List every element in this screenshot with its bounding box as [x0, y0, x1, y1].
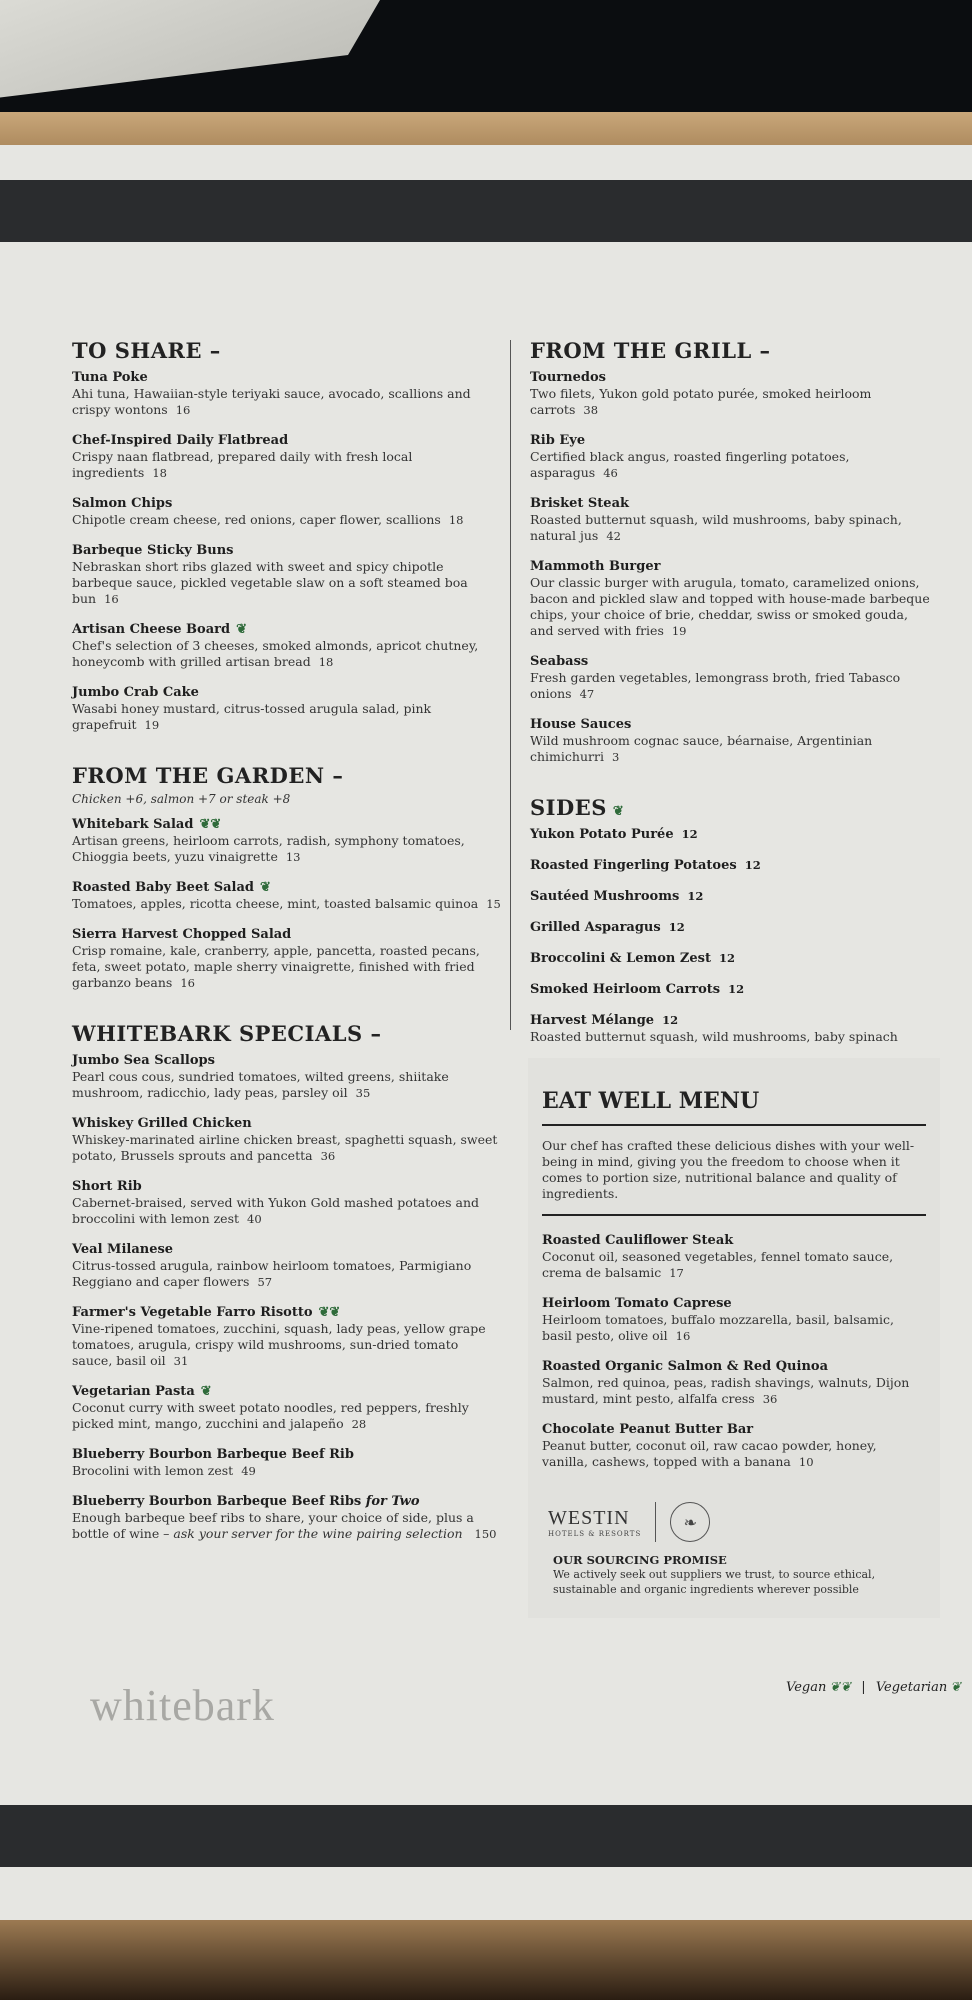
item-price: 18: [152, 466, 167, 480]
item-description-text: Enough barbeque beef ribs to share, your choice of side, plus a bottle of wine –: [72, 1510, 474, 1541]
item-name-text: Farmer's Vegetable Farro Risotto: [72, 1305, 313, 1320]
item-name-text: Blueberry Bourbon Barbeque Beef Ribs: [72, 1494, 362, 1509]
item-name: [72, 1241, 502, 1258]
vegan-leaf-icon: ❦❦: [318, 1305, 341, 1320]
item-name-text: Veal Milanese: [72, 1242, 174, 1257]
item-name-text: Harvest Mélange: [530, 1013, 655, 1028]
item-name: [72, 1178, 502, 1195]
item-price: 18: [318, 655, 334, 669]
sides-title-text: SIDES: [530, 795, 607, 820]
item-description-text: Heirloom tomatoes, buffalo mozzarella, basil, balsamic, basil pesto, olive oil: [542, 1312, 894, 1343]
item-price: 12: [662, 1013, 679, 1027]
diet-legend: [786, 1680, 961, 1695]
item-description: [72, 1195, 502, 1227]
menu-item: [72, 1304, 502, 1369]
item-name-text: Roasted Organic Salmon & Red Quinoa: [542, 1359, 828, 1374]
leaf-emblem-icon: ❧: [670, 1502, 710, 1542]
menu-item: [530, 716, 930, 765]
item-description: [72, 1132, 502, 1164]
item-description-text: Wasabi honey mustard, citrus-tossed arugula salad, pink grapefruit: [72, 701, 432, 732]
menu-item: [72, 542, 502, 607]
item-price: 38: [583, 403, 599, 417]
item-price: 19: [671, 624, 687, 638]
item-name-text: Sierra Harvest Chopped Salad: [72, 927, 292, 942]
item-name-text: Barbeque Sticky Buns: [72, 543, 234, 558]
right-column: [530, 338, 930, 1075]
item-description: [72, 1463, 502, 1479]
item-price: 16: [175, 403, 191, 417]
item-description-text: Whiskey-marinated airline chicken breast, spaghetti squash, sweet potato, Brussels sprouts and pancetta: [72, 1132, 498, 1163]
item-name-text: Whitebark Salad: [72, 817, 194, 832]
menu-item: [542, 1295, 926, 1344]
item-name: [530, 950, 930, 967]
westin-logo: [548, 1507, 641, 1538]
item-description: [530, 449, 930, 481]
item-price: 16: [180, 976, 195, 990]
menu-item: [542, 1421, 926, 1470]
item-name: [542, 1295, 926, 1312]
to-share-section: [72, 338, 502, 733]
section-title: WHITEBARK SPECIALS –: [72, 1021, 382, 1046]
item-name: [530, 432, 930, 449]
item-price: 15: [486, 897, 501, 911]
item-name-text: Tuna Poke: [72, 370, 148, 385]
item-description: [530, 733, 930, 765]
eat-well-title: EAT WELL MENU: [542, 1088, 760, 1114]
item-name: [530, 369, 930, 386]
item-name: [72, 926, 502, 943]
item-name: [530, 716, 930, 733]
item-description: [530, 512, 930, 544]
vegetarian-leaf-icon: ❦: [260, 880, 271, 895]
section-title: FROM THE GRILL –: [530, 338, 771, 363]
item-description-text: Roasted butternut squash, wild mushrooms, baby spinach, natural jus: [530, 512, 902, 543]
item-description-text: Certified black angus, roasted fingerling potatoes, asparagus: [530, 449, 850, 480]
menu-item: [72, 432, 502, 481]
item-description-text: Pearl cous cous, sundried tomatoes, wilted greens, shiitake mushroom, radicchio, lady peas, parsley oil: [72, 1069, 449, 1100]
menu-item: [542, 1232, 926, 1281]
item-name: [530, 919, 930, 936]
divider-rule: [542, 1124, 926, 1126]
item-name: [72, 1052, 502, 1069]
menu-item: [530, 888, 930, 905]
section-title: TO SHARE –: [72, 338, 221, 363]
item-description-text: Crisp romaine, kale, cranberry, apple, pancetta, roasted pecans, feta, sweet potato, maple sherry vinaigrette, finished with fried garbanzo beans: [72, 943, 480, 990]
section-title: FROM THE GARDEN –: [72, 763, 344, 788]
item-name: [542, 1421, 926, 1438]
item-name: [72, 495, 502, 512]
item-description: [72, 1258, 502, 1290]
item-price: 12: [744, 858, 761, 872]
item-name: [72, 1446, 502, 1463]
paper-corner: [0, 0, 380, 100]
item-name: [542, 1358, 926, 1375]
menu-item: [530, 857, 930, 874]
add-protein-note: Chicken +6, salmon +7 or steak +8: [72, 792, 291, 806]
menu-item: [530, 919, 930, 936]
item-price: 150: [474, 1527, 497, 1541]
item-description-text: Coconut oil, seasoned vegetables, fennel tomato sauce, crema de balsamic: [542, 1249, 894, 1280]
vegetarian-leaf-icon: ❦: [236, 622, 247, 637]
menu-item: [72, 926, 502, 991]
item-description-text: Peanut butter, coconut oil, raw cacao powder, honey, vanilla, cashews, topped with a banana: [542, 1438, 877, 1469]
item-name-text: Vegetarian Pasta: [72, 1384, 195, 1399]
item-price: 18: [448, 513, 464, 527]
divider-rule: [542, 1214, 926, 1216]
item-description-text: Fresh garden vegetables, lemongrass broth, fried Tabasco onions: [530, 670, 901, 701]
item-name-text: Heirloom Tomato Caprese: [542, 1296, 732, 1311]
item-name: [542, 1232, 926, 1249]
item-name: [530, 981, 930, 998]
menu-item: [72, 879, 502, 912]
vegetarian-leaf-icon: ❦: [200, 1384, 212, 1399]
item-name: [72, 1383, 502, 1400]
item-name-text: House Sauces: [530, 717, 632, 732]
item-description: [72, 1510, 502, 1542]
westin-sub: HOTELS & RESORTS: [548, 1529, 642, 1538]
item-name-text: Grilled Asparagus: [530, 920, 661, 935]
item-price: 42: [606, 529, 621, 543]
legend-vegan: Vegan: [786, 1680, 827, 1695]
item-name-text: Roasted Baby Beet Salad: [72, 880, 255, 895]
item-name-text: Rib Eye: [530, 433, 586, 448]
menu-item: [72, 1241, 502, 1290]
item-name-text: Artisan Cheese Board: [72, 622, 231, 637]
item-description: [542, 1249, 926, 1281]
from-the-garden-section: [72, 763, 502, 991]
item-price: 12: [728, 982, 745, 996]
menu-item: [72, 369, 502, 418]
item-name-text: Broccolini & Lemon Zest: [530, 951, 711, 966]
item-name: [72, 1493, 502, 1510]
menu-item: [530, 826, 930, 843]
item-name: [72, 816, 502, 833]
item-description: [72, 701, 502, 733]
sides-section: [530, 795, 930, 1045]
menu-item: [530, 558, 930, 639]
item-description: [542, 1438, 926, 1470]
item-name: [72, 432, 502, 449]
item-description: [72, 896, 502, 912]
item-price: 36: [320, 1149, 336, 1163]
item-price: 28: [351, 1417, 367, 1431]
item-name: [530, 888, 930, 905]
item-description-text: Coconut curry with sweet potato noodles, red peppers, freshly picked mint, mango, zucchini and jalapeño: [72, 1400, 469, 1431]
item-price: 49: [241, 1464, 256, 1478]
item-name-text: Chef-Inspired Daily Flatbread: [72, 433, 289, 448]
item-price: 12: [687, 889, 704, 903]
menu-item: [72, 1446, 502, 1479]
menu-top-band: [0, 180, 972, 242]
menu-item: [72, 1052, 502, 1101]
item-description-text: Two filets, Yukon gold potato purée, smoked heirloom carrots: [530, 386, 872, 417]
item-description-text: Chipotle cream cheese, red onions, caper flower, scallions: [72, 512, 441, 527]
item-description-text: Our classic burger with arugula, tomato, caramelized onions, bacon and pickled slaw and topped with house-made barbeque chips, your choice of brie, cheddar, swiss or smoked gouda, and served with fries: [530, 575, 930, 638]
menu-bottom-band: [0, 1805, 972, 1867]
item-description-text: Wild mushroom cognac sauce, béarnaise, Argentinian chimichurri: [530, 733, 873, 764]
vegetarian-leaf-icon: ❦: [612, 804, 625, 819]
item-name: [72, 542, 502, 559]
menu-item: [530, 981, 930, 998]
item-price: 36: [762, 1392, 778, 1406]
item-description: [530, 670, 930, 702]
item-price: 3: [611, 750, 620, 764]
westin-wordmark: WESTIN: [548, 1506, 630, 1529]
item-name-text: Roasted Fingerling Potatoes: [530, 858, 737, 873]
item-description: [542, 1312, 926, 1344]
promise-title: OUR SOURCING PROMISE: [553, 1553, 727, 1567]
item-price: 46: [603, 466, 618, 480]
menu-item: [530, 495, 930, 544]
item-description-text: Crispy naan flatbread, prepared daily with fresh local ingredients: [72, 449, 413, 480]
vegetarian-leaf-icon: ❦: [950, 1680, 962, 1695]
item-description: [72, 1400, 502, 1432]
item-description: [72, 386, 502, 418]
item-price: 16: [104, 592, 119, 606]
legend-vegetarian: Vegetarian: [875, 1680, 948, 1695]
eat-well-intro: Our chef has crafted these delicious dishes with your well-being in mind, giving you the freedom to choose when it comes to portion size, nutritional balance and quality of ingredients.: [542, 1138, 915, 1201]
item-name: [530, 495, 930, 512]
item-description: [530, 575, 930, 639]
menu-item: [72, 495, 502, 528]
item-description-text: Brocolini with lemon zest: [72, 1463, 234, 1478]
item-description-text: Nebraskan short ribs glazed with sweet and spicy chipotle barbeque sauce, pickled vegetable slaw on a soft steamed boa bun: [72, 559, 468, 606]
menu-item: [530, 950, 930, 967]
menu-item: [530, 1012, 930, 1045]
item-name-text: Brisket Steak: [530, 496, 629, 511]
menu-item: [72, 1178, 502, 1227]
item-name-text: Jumbo Crab Cake: [72, 685, 199, 700]
item-price: 35: [355, 1086, 371, 1100]
item-name: [72, 369, 502, 386]
item-description: [72, 512, 502, 528]
item-description-text: Chef's selection of 3 cheeses, smoked almonds, apricot chutney, honeycomb with grilled artisan bread: [72, 638, 479, 669]
item-price: 16: [675, 1329, 691, 1343]
item-name-text: Salmon Chips: [72, 496, 173, 511]
item-name: [72, 684, 502, 701]
item-name-suffix: for Two: [365, 1494, 420, 1509]
item-description: [72, 833, 502, 865]
item-price: 31: [173, 1354, 189, 1368]
item-name-text: Seabass: [530, 654, 589, 669]
item-description: [72, 1069, 502, 1101]
menu-item: [72, 1115, 502, 1164]
item-name-text: Roasted Cauliflower Steak: [542, 1233, 734, 1248]
vegan-leaf-icon: ❦❦: [829, 1680, 852, 1695]
item-name-text: Chocolate Peanut Butter Bar: [542, 1422, 754, 1437]
brand-separator: [655, 1502, 656, 1542]
item-description-text: Cabernet-braised, served with Yukon Gold mashed potatoes and broccolini with lemon zest: [72, 1195, 480, 1226]
item-price: 17: [669, 1266, 684, 1280]
item-description-text: Citrus-tossed arugula, rainbow heirloom tomatoes, Parmigiano Reggiano and caper flowers: [72, 1258, 472, 1289]
item-name: [72, 621, 502, 638]
menu-item: [72, 621, 502, 670]
westin-brand: [548, 1502, 710, 1542]
item-name: [530, 857, 930, 874]
menu-item: [542, 1358, 926, 1407]
menu-item: [72, 816, 502, 865]
item-name: [72, 879, 502, 896]
item-price: 12: [681, 827, 698, 841]
item-name-text: Yukon Potato Purée: [530, 827, 674, 842]
menu-item: [72, 684, 502, 733]
table-bottom: [0, 1920, 972, 2000]
item-description: [530, 386, 930, 418]
menu-item: [530, 653, 930, 702]
specials-section: [72, 1021, 502, 1542]
column-divider: [510, 340, 511, 1030]
item-price: 12: [718, 951, 735, 965]
sourcing-promise: [553, 1553, 933, 1597]
item-price: 10: [798, 1455, 814, 1469]
section-title: [530, 795, 930, 820]
item-name: [530, 653, 930, 670]
item-name-text: Mammoth Burger: [530, 559, 661, 574]
item-description: Roasted butternut squash, wild mushrooms, baby spinach: [530, 1029, 898, 1044]
item-description: [72, 449, 502, 481]
item-price: 47: [579, 687, 595, 701]
item-description-text: Artisan greens, heirloom carrots, radish, symphony tomatoes, Chioggia beets, yuzu vinaigrette: [72, 833, 465, 864]
item-name-text: Jumbo Sea Scallops: [72, 1053, 215, 1068]
item-name: [530, 826, 930, 843]
item-description: [72, 943, 502, 991]
item-price: 57: [257, 1275, 273, 1289]
item-price: 40: [247, 1212, 262, 1226]
item-description-text: Tomatoes, apples, ricotta cheese, mint, toasted balsamic quinoa: [72, 896, 479, 911]
item-description: [72, 559, 502, 607]
item-name: [530, 558, 930, 575]
promise-text: We actively seek out suppliers we trust, to source ethical, sustainable and organic ingredients wherever possible: [553, 1568, 876, 1596]
item-name-text: Tournedos: [530, 370, 606, 385]
legend-separator: |: [861, 1680, 866, 1695]
item-name: [72, 1115, 502, 1132]
item-description: [542, 1375, 926, 1407]
item-description: [72, 638, 502, 670]
item-name: [72, 1304, 502, 1321]
menu-item: [72, 1383, 502, 1432]
menu-item: [72, 1493, 502, 1542]
item-name-text: Whiskey Grilled Chicken: [72, 1116, 252, 1131]
item-price: 19: [144, 718, 160, 732]
item-name: [530, 1012, 930, 1029]
vegan-leaf-icon: ❦❦: [199, 817, 222, 832]
item-description: [72, 1321, 502, 1369]
from-the-grill-section: [530, 338, 930, 765]
item-name-text: Smoked Heirloom Carrots: [530, 982, 721, 997]
item-price: 12: [668, 920, 685, 934]
item-name-text: Blueberry Bourbon Barbeque Beef Rib: [72, 1447, 354, 1462]
left-column: [72, 338, 502, 1572]
item-description-text: Salmon, red quinoa, peas, radish shavings, walnuts, Dijon mustard, mint pesto, alfalfa cress: [542, 1375, 910, 1406]
item-description-text: Ahi tuna, Hawaiian-style teriyaki sauce, avocado, scallions and crispy wontons: [72, 386, 471, 417]
menu-item: [530, 432, 930, 481]
item-name-text: Short Rib: [72, 1179, 142, 1194]
whitebark-logo: whitebark: [90, 1681, 275, 1730]
item-name-text: Sautéed Mushrooms: [530, 889, 680, 904]
item-description-italic: ask your server for the wine pairing selection: [173, 1526, 463, 1541]
item-price: 13: [285, 850, 301, 864]
item-description-text: Vine-ripened tomatoes, zucchini, squash, lady peas, yellow grape tomatoes, arugula, crispy wild mushrooms, sun-dried tomato sauce, basil oil: [72, 1321, 486, 1368]
menu-item: [530, 369, 930, 418]
